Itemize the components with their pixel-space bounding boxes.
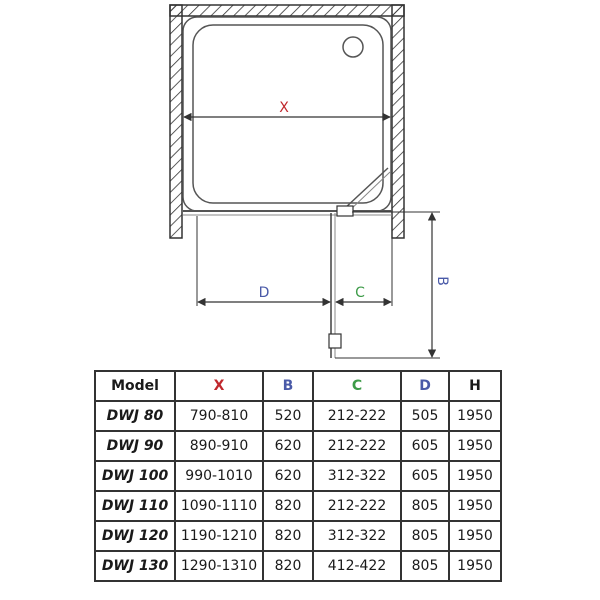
header-d: D xyxy=(401,371,449,401)
table-header-row xyxy=(95,371,501,401)
table-row xyxy=(95,461,501,491)
value-cell: 1950 xyxy=(449,401,501,431)
value-cell: 505 xyxy=(401,401,449,431)
value-cell: 312-322 xyxy=(313,461,401,491)
value-cell: 212-222 xyxy=(313,431,401,461)
table-row xyxy=(95,491,501,521)
value-cell: 620 xyxy=(263,461,313,491)
value-cell: 990-1010 xyxy=(175,461,263,491)
value-cell: 820 xyxy=(263,521,313,551)
model-cell: DWJ 110 xyxy=(95,491,175,521)
header-b: B xyxy=(263,371,313,401)
value-cell: 820 xyxy=(263,551,313,581)
c-dimension-label: C xyxy=(355,285,365,301)
x-dimension-label: X xyxy=(279,100,289,116)
value-cell: 1290-1310 xyxy=(175,551,263,581)
door-swing-panel-inner xyxy=(348,172,390,212)
value-cell: 890-910 xyxy=(175,431,263,461)
value-cell: 1950 xyxy=(449,491,501,521)
model-cell: DWJ 120 xyxy=(95,521,175,551)
model-cell: DWJ 130 xyxy=(95,551,175,581)
value-cell: 312-322 xyxy=(313,521,401,551)
model-cell: DWJ 80 xyxy=(95,401,175,431)
value-cell: 1190-1210 xyxy=(175,521,263,551)
header-model: Model xyxy=(95,371,175,401)
value-cell: 1950 xyxy=(449,551,501,581)
right-wall xyxy=(392,5,404,238)
d-dimension-label: D xyxy=(258,285,270,301)
header-c: C xyxy=(313,371,401,401)
b-dimension-label: B xyxy=(434,276,450,286)
value-cell: 790-810 xyxy=(175,401,263,431)
left-wall xyxy=(170,5,182,238)
top-wall xyxy=(170,5,404,16)
header-x: X xyxy=(175,371,263,401)
model-cell: DWJ 90 xyxy=(95,431,175,461)
dimensions-table xyxy=(94,370,502,582)
value-cell: 620 xyxy=(263,431,313,461)
value-cell: 1090-1110 xyxy=(175,491,263,521)
value-cell: 605 xyxy=(401,431,449,461)
value-cell: 212-222 xyxy=(313,401,401,431)
table-row xyxy=(95,401,501,431)
door-hinge xyxy=(337,206,353,216)
value-cell: 605 xyxy=(401,461,449,491)
value-cell: 520 xyxy=(263,401,313,431)
value-cell: 212-222 xyxy=(313,491,401,521)
table-row xyxy=(95,431,501,461)
header-h: H xyxy=(449,371,501,401)
value-cell: 1950 xyxy=(449,521,501,551)
table-row xyxy=(95,521,501,551)
value-cell: 805 xyxy=(401,551,449,581)
value-cell: 820 xyxy=(263,491,313,521)
drain-icon xyxy=(343,37,363,57)
model-cell: DWJ 100 xyxy=(95,461,175,491)
value-cell: 1950 xyxy=(449,431,501,461)
value-cell: 805 xyxy=(401,521,449,551)
value-cell: 805 xyxy=(401,491,449,521)
door-handle-icon xyxy=(329,334,341,348)
value-cell: 1950 xyxy=(449,461,501,491)
value-cell: 412-422 xyxy=(313,551,401,581)
table-row xyxy=(95,551,501,581)
